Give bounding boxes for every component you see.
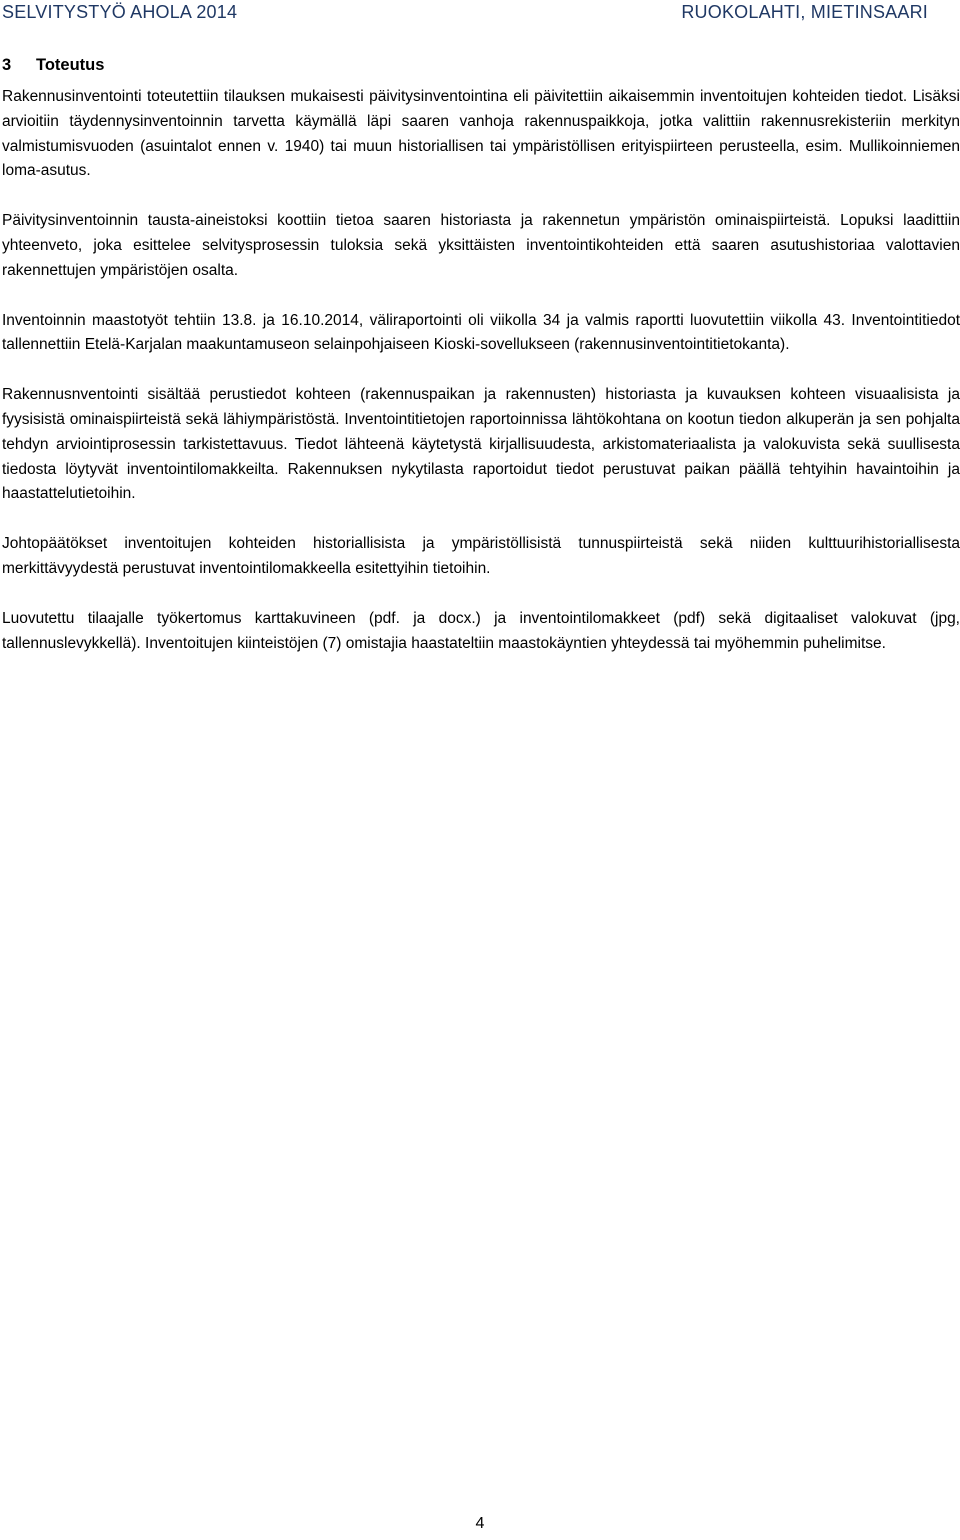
body-text <box>2 85 960 681</box>
page-number: 4 <box>475 1515 485 1532</box>
paragraph-4: Rakennusnventointi sisältää perustiedot kohteen (rakennuspaikan ja rakennusten) historiasta ja kuvauksen kohteen visuaalisista ja fyysisistä ominaispiirteistä sekä lähiympäristöstä. Inventointitietojen raportoinnissa lähtökohtana on kootun tiedon alkuperän ja sen pohjalta tehdyn arviointiprosessin tarkistettavuus. Tiedot lähteenä käytetystä kirjallisuudesta, arkistomateriaalista ja valokuvista sekä suullisesta tiedosta löytyvät inventointilomakkeilta. Rakennuksen nykytilasta raportoidut tiedot perustuvat paikan päällä tehtyihin havaintoihin ja haastattelutietoihin. <box>2 386 960 503</box>
paragraph-1: Rakennusinventointi toteutettiin tilauksen mukaisesti päivitysinventointina eli päivitettiin aikaisemmin inventoitujen kohteiden tiedot. Lisäksi arvioitiin täydennysinventoinnin tarvetta käymällä läpi saaren vanhoja rakennuspaikkoja, jotka valittiin rakennusrekisteriin merkityn valmistumisvuoden (asuintalot ennen v. 1940) tai muun historiallisen tai ympäristöllisen erityispiirteen perusteella, esim. Mullikoinniemen loma-asutus. <box>2 88 960 180</box>
header-report-title: SELVITYSTYÖ AHOLA 2014 <box>2 2 238 22</box>
page-header <box>0 0 960 28</box>
header-location: RUOKOLAHTI, MIETINSAARI <box>681 2 928 22</box>
paragraph-6: Luovutettu tilaajalle työkertomus karttakuvineen (pdf. ja docx.) ja inventointilomakkeet (pdf) sekä digitaaliset valokuvat (jpg, tallennuslevykkellä). Inventoitujen kiinteistöjen (7) omistajia haastateltiin maastokäyntien yhteydessä tai myöhemmin puhelimitse. <box>2 609 960 652</box>
paragraph-5: Johtopäätökset inventoitujen kohteiden historiallisista ja ympäristöllisistä tunnuspiirteistä sekä niiden kulttuurihistoriallisesta merkittävyydestä perustuvat inventointilomakkeella esitettyihin tietoihin. <box>2 535 960 577</box>
section-heading <box>2 56 104 75</box>
section-number: 3 <box>2 56 12 74</box>
section-title: Toteutus <box>36 56 105 74</box>
paragraph-3: Inventoinnin maastotyöt tehtiin 13.8. ja 16.10.2014, väliraportointi oli viikolla 34 ja valmis raportti luovutettiin viikolla 43. Inventointitiedot tallennettiin Etelä-Karjalan maakuntamuseon selainpohjaiseen Kioski-sovellukseen (rakennusinventointitietokanta). <box>2 311 960 354</box>
paragraph-2: Päivitysinventoinnin tausta-aineistoksi koottiin tietoa saaren historiasta ja rakennetun ympäristön ominaispiirteistä. Lopuksi laadittiin yhteenveto, joka esittelee selvitysprosessin tuloksia sekä yksittäisten inventointikohteiden että saaren asutushistoriaa valottavien rakennettujen ympäristöjen osalta. <box>2 212 960 279</box>
